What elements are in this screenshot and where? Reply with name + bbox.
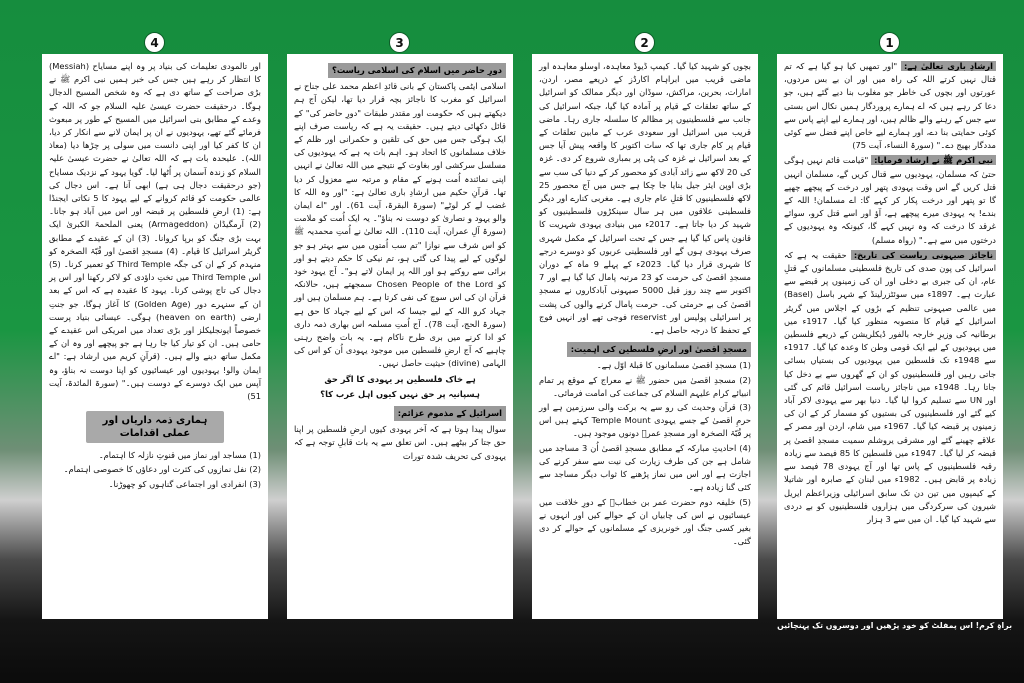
hadith-heading: نبی اکرم ﷺ نے ارشاد فرمایا: (871, 155, 996, 165)
list-item: (3) انفرادی اور اجتماعی گناہوں کو چھوڑنا۔ (108, 478, 261, 489)
israel-ambitions-heading: اسرائیل کے مذموم عزائم: (394, 406, 506, 421)
panel-3 (287, 54, 513, 619)
quran-verse: "اور تمھیں کیا ہو گیا ہے کہ تم قتال نہیں کرتے اللہ کی راہ میں اور ان بے بس مردوں، عورتوں اور بچوں کی خاطر جو مغلوب بنا دیے گئے ہیں، جو دعا کر رہے ہیں کہ اے ہمارے پروردگار ہمیں نکال اس بستی سے جس کے رہنے والے ظالم ہیں، اور ہمارے لیے اپنے پاس سے کوئی حمایتی بنا دے، اور ہمارے لیے خاص اپنے فضل سے کوئی مددگار بھیج دے۔" (سورۃ النساء، آیت 75) (784, 61, 996, 151)
page-number-4: 4 (144, 32, 165, 53)
panel-1 (777, 54, 1003, 619)
panel-1-hadith (784, 154, 996, 246)
list-item: (2) مسجدِ اقصیٰ میں حضور ﷺ نے معراج کے موقع پر تمام انبیائے کرام علیہم السلام کی جماعت کی امامت فرمائی۔ (539, 374, 751, 398)
responsibilities-heading: ہماری ذمہ داریاں اور عملی اقدامات (86, 411, 224, 443)
page-number-1: 1 (879, 32, 900, 53)
responsibilities-list (49, 449, 261, 491)
panel-1-intro (784, 60, 996, 152)
history-heading: ناجائز صیہونی ریاست کی تاریخ: (851, 250, 996, 260)
panel-3-ambitions-text: سوال پیدا ہوتا ہے کہ آخر یہودی کیوں ارضِ فلسطین پر اپنا حق جتا کر بیٹھے ہیں۔ اس تعلق سے یہ بات قابلِ توجہ ہے کہ یہودی کی تحریف شدہ تورات (294, 424, 506, 461)
panel-2-intro: بچوں کو شہید کیا گیا۔ کیمپ ڈیوڈ معاہدہ، اوسلو معاہدہ اور ماضی قریب میں ابراہام اکارڈز کے ذریعے مصر، اردن، امارات، بحرین، مراکش، سوڈان اور دیگر ممالک کو اسرائیل کے ساتھ تعلقات کے قیام پر آمادہ کیا گیا، جبکہ اسرائیل کی جانب سے فلسطینیوں پر مظالم کا سلسلہ جاری رہا۔ ماضی قریب میں اسرائیل اور سعودی عرب کے مابین تعلقات کے قیام پر کام جاری تھا کہ سات اکتوبر کا واقعہ پیش آیا جس کے بعد اسرائیل نے غزہ کی پٹی پر بمباری شروع کر دی۔ غزہ کی 20 لاکھ سے زائد آبادی کو محصور کر کے دنیا کی سب سے بڑی اوپن ایئر جیل بنایا جا چکا ہے جس میں آج محصور 25 لاکھ فلسطینیوں کا قتلِ عام جاری ہے۔ مغربی کنارے اور دیگر فلسطینی علاقوں میں ہر سال سینکڑوں فلسطینیوں کو شہید کر دیا جاتا ہے۔ 2017ء میں بنیادی یہودی شہریت کا قانون پاس کیا گیا ہے جس کے تحت اسرائیل کے مکمل شہری صرف یہودی ہوں گے اور فلسطینی عربوں کو دوسرے درجے کا شہری قرار دیا گیا۔ 2023ء کے پہلے 9 ماہ کے دوران مسجدِ اقصیٰ کی حرمت کو 23 مرتبہ پامال کیا گیا ہے اور 7 اکتوبر سے چند روز قبل 5000 صیہونی آبادکاروں نے مسجدِ اقصیٰ کی بے حرمتی کی۔ حرمت پامال کرنے والوں کی پشت پر اسرائیلی پولیس اور reservist فوجی تھے اور انہیں فوج کے تحفظ کا درجہ حاصل ہے۔ (539, 61, 752, 336)
panel-4 (42, 54, 268, 619)
footer-note: براہِ کرم! اس پمفلٹ کو خود پڑھیں اور دوسروں تک پہنچائیں (777, 621, 1012, 630)
list-item: (1) مسجدِ اقصیٰ مسلمانوں کا قبلۂ اوّل ہے۔ (596, 360, 751, 371)
aqsa-importance-heading: مسجدِ اقصیٰ اور ارضِ فلسطین کی اہمیت: (567, 342, 751, 357)
history-text: حقیقت یہ ہے کہ اسرائیل کی پون صدی کی تاریخ فلسطینی مسلمانوں کے قتلِ عام، ان کی جبری بے دخلی اور ان کی زمینوں پر قبضے سے عبارت ہے۔ 1897ء میں سوئٹزرلینڈ کے شہر باسل (Basel) میں عالمی صیہونی تنظیم کے بڑوں کے اجلاس میں گریٹر اسرائیل کے قیام کا منصوبہ منظور کیا گیا۔ 1917ء میں برطانیہ کی وزیرِ خارجہ بالفور ڈیکلریشن کے ذریعے فلسطین میں یہودیوں کے لیے ایک قومی وطن کا وعدہ کیا گیا۔ 1917ء سے 1948ء تک فلسطین میں یہودیوں کی بستیاں بسائی جاتی رہیں اور فلسطینیوں کو ان کے گھروں سے بے دخل کیا جاتا رہا۔ 1948ء میں ناجائز ریاست اسرائیل قائم کی گئی اور UN سے تسلیم کروا لیا گیا۔ دنیا بھر سے یہودی لاکر آباد کیے گئے اور فلسطینیوں کی بستیوں کو مسمار کر کے ان کی زمینوں پر قبضہ کیا گیا۔ 1967ء میں شام، اردن اور مصر کے علاقے چھینے گئے اور مشرقی یروشلم سمیت مسجدِ اقصیٰ پر قبضہ کر لیا گیا۔ 1947ء میں فلسطین کا 85 فیصد سے زیادہ رقبہ فلسطینیوں کے پاس تھا اور آج یہودی 78 فیصد سے زیادہ پر قابض ہیں۔ 1982ء میں لبنان کے صابرہ اور شاتیلا کے کیمپوں میں تین دن تک سابق اسرائیلی وزیراعظم ایریل شیرون کی سرکردگی میں ہزاروں فلسطینیوں کو بے دردی سے شہید کیا گیا۔ ان میں سے 3 ہزار (784, 249, 997, 524)
panel-3-text: اسلامی ایٹمی پاکستان کے بانی قائدِ اعظم محمد علی جناح نے اسرائیل کو مغرب کا ناجائز بچہ قرار دیا تھا، لیکن آج ہم دیکھتے ہیں کہ حکومت اور مقتدر طبقات "دورِ حاضر کی" کے قائل دکھائی دیتے ہیں۔ حقیقت یہ ہے کہ ریاست صرف اپنے ایک ہوگی جس میں حق کی تلقین و حکمرانی اور ظلم کے خلاف مسلمانوں کا اتحاد ہو۔ اہم بات یہ ہے کہ یہودیوں کی مسلسل سرکشی اور بغاوت کے نتیجے میں اللہ تعالیٰ نے انہیں اپنی نمائندہ اُمت ہونے کے مقام و مرتبہ سے معزول کر دیا تھا۔ قرآنِ حکیم میں ارشادِ باری تعالیٰ ہے: "اور وہ اللہ کا غضب لے کر لوٹے" (سورۃ البقرۃ، آیت 61)۔ اور "اے ایمان والو یہود و نصاریٰ کو دوست نہ بناؤ"۔ یہ ایک اُمت کو ملامت (سورۃ آلِ عمران، آیت 110)۔ اللہ تعالیٰ نے اُمتِ محمدیہ ﷺ کو اس شرف سے نوازا "تم سب اُمتوں میں سے بہتر ہو جو لوگوں کے لیے پیدا کی گئی ہو، تم نیکی کا حکم دیتے ہو اور برائی سے روکتے ہو اور اللہ پر ایمان لاتے ہو"۔ آج یہود خود کو Chosen People of the Lord سمجھتے ہیں، حالانکہ قرآن ان کی اس سوچ کی نفی کرتا ہے۔ ہم مسلمان ہیں اور جہاد کرو اللہ کے لیے جیسا کہ اس کے لیے جہاد کا حق ہے (سورۃ الحج، آیت 78)۔ آج اُمتِ مسلمہ اس بھاری ذمہ داری کو ادا کرنے میں بری طرح ناکام ہے۔ یہ بات واضح رہنی چاہیے کہ آج ارضِ فلسطین میں موجود یہودی اُن کو اس کی الہامی (divine) حیثیت حاصل نہیں۔ (294, 81, 507, 369)
list-item: (2) نفل نمازوں کی کثرت اور دعاؤں کا خصوصی اہتمام۔ (63, 464, 261, 475)
list-item: (3) قرآن وحدیث کی رو سے یہ برکت والی سرزمین ہے اور حرمِ اقصیٰ کے جسے یہودی Temple Mount کہتے ہیں اس پر قُبّۃ الصخرہ اور مسجدِ عمرؓ دونوں موجود ہیں۔ (539, 402, 751, 439)
quran-heading: ارشادِ باری تعالیٰ ہے: (901, 61, 996, 71)
list-item: (5) خلیفہ دوم حضرت عمر بن خطابؓ کے دورِ خلافت میں عیسائیوں نے اس کی چابیاں ان کے حوالے کیں اور انہوں نے بغیر کسی جنگ اور خونریزی کے مسلمانوں کے حوالے کر دی گئی۔ (539, 496, 751, 547)
list-item: (4) احادیثِ مبارکہ کے مطابق مسجدِ اقصیٰ اُن 3 مساجد میں شامل ہے جن کی طرف زیارت کی نیت سے سفر کرنے کی اجازت ہے اور اس میں نماز پڑھنے کا ثواب دیگر مساجد سے کئی گنا زیادہ ہے۔ (539, 442, 751, 493)
list-item: (1) مساجد اور نماز میں قنوتِ نازلہ کا اہتمام۔ (98, 450, 261, 461)
hadith-text: "قیامت قائم نہیں ہوگی حتیٰ کہ مسلمان، یہودیوں سے قتال کریں گے، مسلمان انہیں قتل کریں گے اس وقت یہودی پتھر اور درخت کے پیچھے چھپے گا تو پتھر اور درخت پکار کر کہے گا: اے مسلمان! اللہ کے بندے! یہ یہودی میرے پیچھے ہے، آؤ اور اسے قتل کرو، سوائے غرقد کا درخت کہ وہ نہیں کہے گا، کیونکہ وہ یہودیوں کے درختوں میں سے ہے۔" (رواہ مسلم) (784, 155, 996, 245)
islamic-state-heading: دورِ حاضر میں اسلام کی اسلامی ریاست؟ (328, 63, 506, 78)
aqsa-importance-list (539, 359, 751, 548)
page-number-2: 2 (634, 32, 655, 53)
poetry-line-1: ہے خاک فلسطین پر یہودی کا اگر حق (324, 373, 476, 384)
page-number-3: 3 (389, 32, 410, 53)
poetry-line-2: ہسپانیہ پر حق نہیں کیوں اہل عرب کا؟ (320, 388, 480, 399)
panel-4-text: اور تالمودی تعلیمات کی بنیاد پر وہ اپنے مسایاح (Messiah) کا انتظار کر رہے ہیں جس کی خبر ہمیں نبی اکرم ﷺ نے بڑی صراحت کے ساتھ دی ہے کہ وہ شخص المسیح الدجال ہوگا۔ درحقیقت حضرت عیسیٰ علیہ السلام جو کہ اللہ کے وعدے کے مطابق بنی اسرائیل میں المسیح کے طور پر مبعوث فرمائے گئے تھے، یہودیوں نے ان پر ایمان لانے سے انکار کر دیا، ان کا کفر کیا اور اپنی دانست میں سولی پر چڑھا دیا (معاذ اللہ)۔ علیحدہ بات ہے کہ اللہ تعالیٰ نے حضرت عیسیٰ علیہ السلام کو زندہ آسمان پر اُٹھا لیا۔ گویا یہود کے نزدیک مسایاح (جو درحقیقت دجال ہی ہے) ابھی آنا ہے۔ اس دجال کی عالمی حکومت کو قائم کروانے کے لیے یہود کا 5 نکاتی ایجنڈا ہے: (1) ارضِ فلسطین پر قبضہ اور اس میں آباد ہو جانا۔ (2) آرمگیڈان (Armageddon) یعنی الملحمۃ الکبریٰ ایک بہت بڑی جنگ کو برپا کروانا۔ (3) ان کے عقیدے کے مطابق گریٹر اسرائیل کا قیام۔ (4) مسجدِ اقصیٰ اور قُبّۃ الصخرہ کو منہدم کر کے ان کی جگہ Third Temple کو تعمیر کرنا۔ (5) اس Third Temple میں تختِ داؤدی کو لاکر رکھنا اور اس پر دجال کی تاج پوشی کرنا۔ یہود کا عقیدہ ہے کہ اس کے بعد ان کے سنہرے دور (Golden Age) کا آغاز ہوگا، جو جنتِ ارضی (heaven on earth) ہوگی۔ عیسائی بنیاد پرست خصوصاً ایونجلیکلز اور بڑی تعداد میں امریکی اس عقیدے کے حامی ہیں۔ ان کو تیار کیا جا رہا ہے جو پیچھے اور وہ ان کے مکمل ساتھ دینے والے ہیں۔ (قرآنِ کریم میں ارشاد ہے: "اے ایمان والو! یہودیوں اور عیسائیوں کو اپنا دوست نہ بناؤ، وہ آپس میں ایک دوسرے کے دوست ہیں۔" (سورۃ المائدۃ، آیت 51) (49, 61, 262, 402)
panel-2 (532, 54, 758, 619)
panel-1-history (784, 249, 996, 526)
